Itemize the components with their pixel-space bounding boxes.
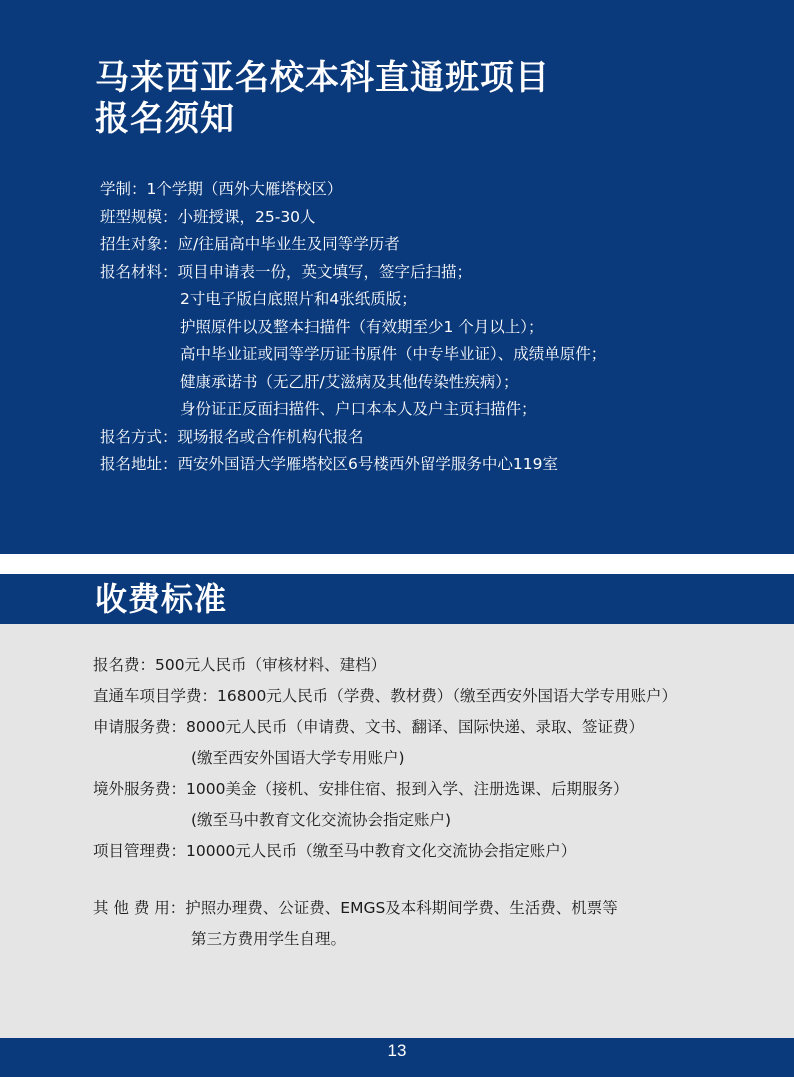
registration-info-list [100, 176, 750, 479]
info-materials: 报名材料：项目申请表一份，英文填写，签字后扫描； [100, 262, 473, 281]
footer-bar [0, 1038, 794, 1077]
info-registration-address: 报名地址：西安外国语大学雁塔校区6号楼西外留学服务中心119室 [100, 455, 558, 473]
page-number: 13 [387, 1041, 407, 1060]
fee-section-header [0, 574, 794, 624]
fee-application-service-note: (缴至西安外国语大学专用账户) [191, 749, 405, 767]
info-study-duration: 学制：1个学期（西外大雁塔校区） [100, 180, 343, 198]
title-line-2: 报名须知 [95, 99, 235, 139]
title-line-1: 马来西亚名校本科直通班项目 [95, 58, 550, 98]
fee-list [93, 650, 783, 955]
info-materials-item: 健康承诺书（无乙肝/艾滋病及其他传染性疾病）； [180, 372, 519, 391]
info-target-students: 招生对象：应/往届高中毕业生及同等学历者 [100, 235, 400, 253]
info-materials-item: 护照原件以及整本扫描件（有效期至少1 个月以上）； [180, 317, 544, 336]
info-registration-method: 报名方式：现场报名或合作机构代报名 [100, 427, 364, 446]
fee-section-title: 收费标准 [95, 580, 228, 618]
fee-program-management: 项目管理费：10000元人民币（缴至马中教育文化交流协会指定账户） [93, 842, 577, 860]
fee-application-service: 申请服务费：8000元人民币（申请费、文书、翻译、国际快递、录取、签证费） [93, 718, 644, 736]
info-materials-item: 高中毕业证或同等学历证书原件（中专毕业证）、成绩单原件； [180, 345, 607, 363]
page-title [95, 58, 550, 140]
info-materials-item: 身份证正反面扫描件、户口本本人及户主页扫描件； [180, 400, 537, 418]
fee-spacer [93, 867, 783, 893]
info-materials-item: 2寸电子版白底照片和4张纸质版； [180, 290, 417, 308]
fee-other: 其 他 费 用：护照办理费、公证费、EMGS及本科期间学费、生活费、机票等 [93, 899, 618, 917]
fee-panel [0, 624, 794, 1038]
fee-program-tuition: 直通车项目学费：16800元人民币（学费、教材费）（缴至西安外国语大学专用账户） [93, 687, 678, 705]
fee-other-note: 第三方费用学生自理。 [191, 930, 347, 948]
info-class-size: 班型规模：小班授课，25-30人 [100, 207, 316, 226]
fee-overseas-service-note: (缴至马中教育文化交流协会指定账户) [191, 811, 452, 829]
fee-overseas-service: 境外服务费：1000美金（接机、安排住宿、报到入学、注册选课、后期服务） [93, 780, 629, 798]
fee-registration: 报名费：500元人民币（审核材料、建档） [93, 656, 387, 674]
